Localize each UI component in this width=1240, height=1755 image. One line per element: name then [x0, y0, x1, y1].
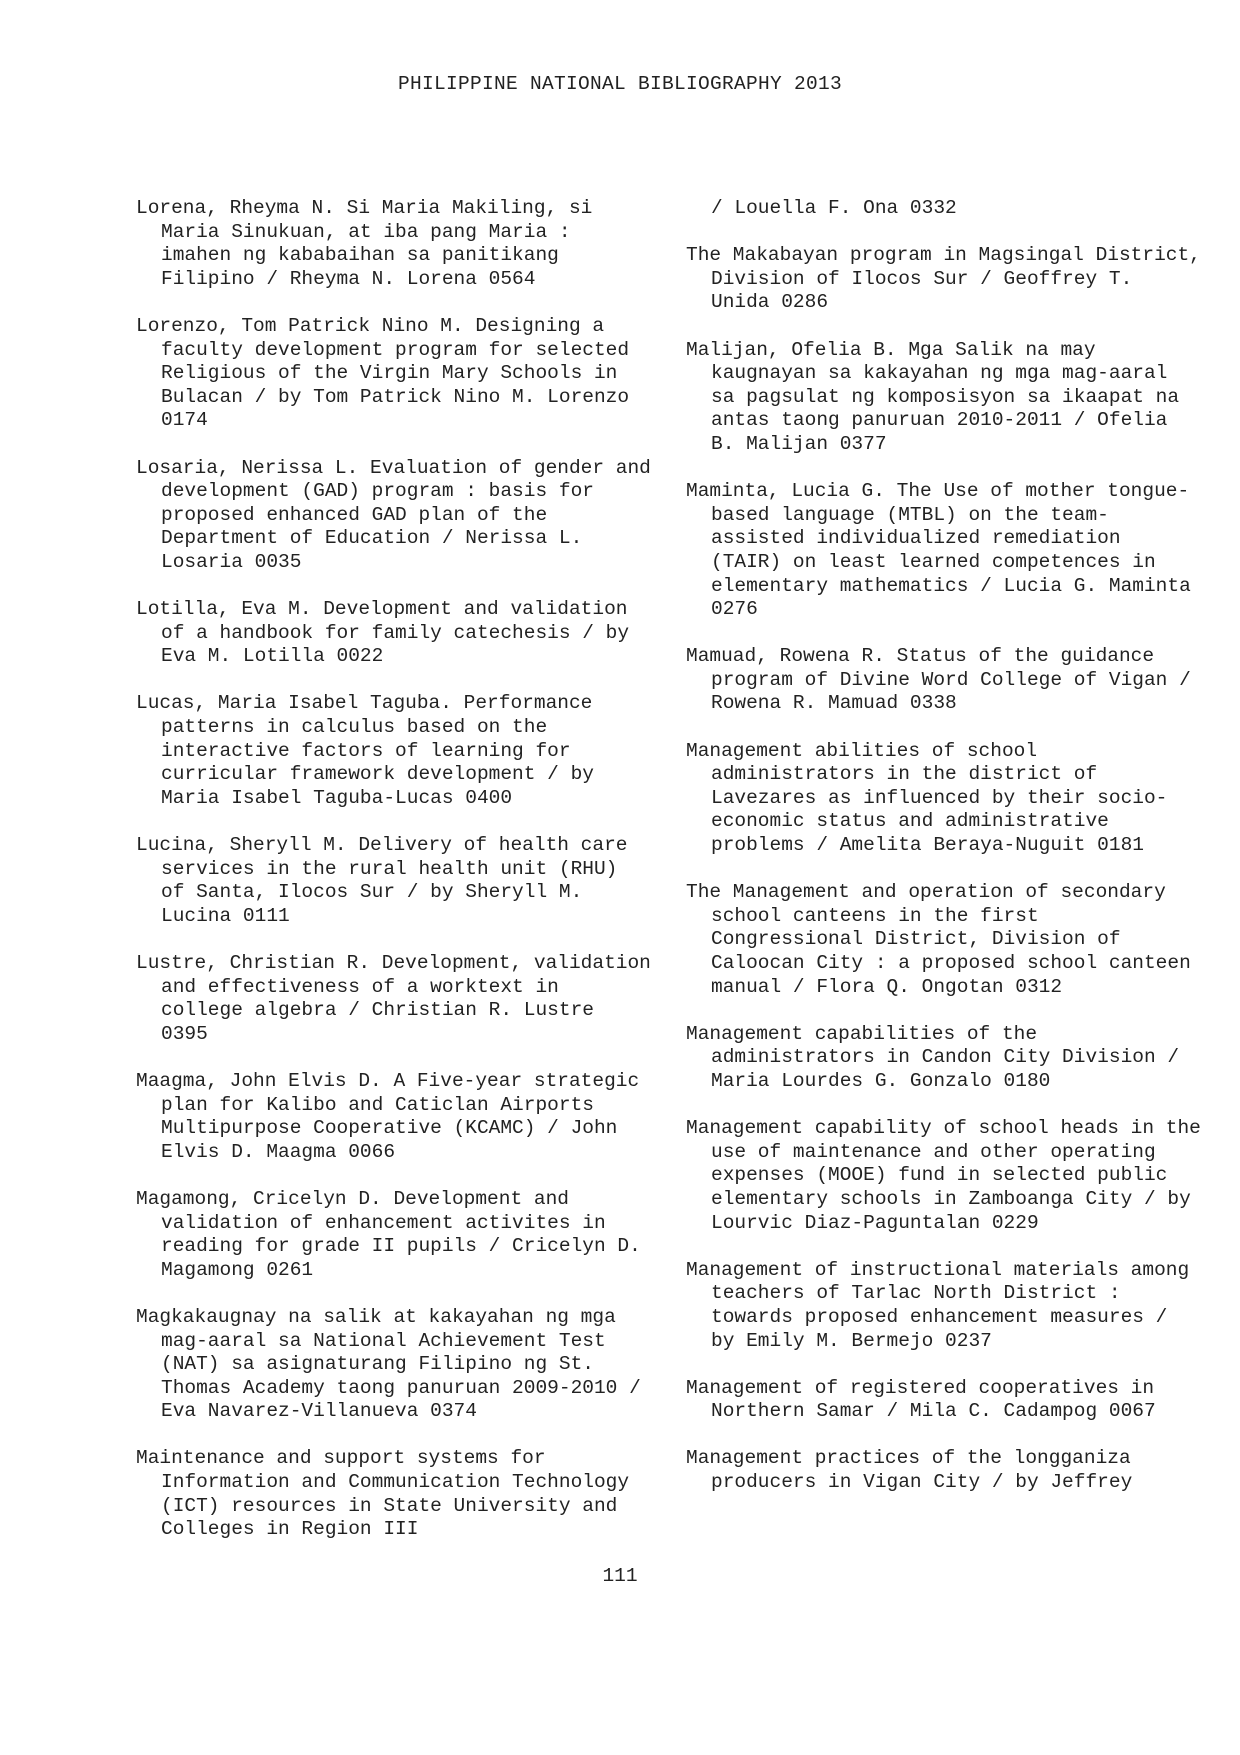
bibliography-entry: Losaria, Nerissa L. Evaluation of gender and development (GAD) program : basis for proposed enhanced GAD plan of the Department of Education / Nerissa L. Losaria 0035 [136, 456, 663, 573]
bibliography-entry: Lucina, Sheryll M. Delivery of health care services in the rural health unit (RHU) of Santa, Ilocos Sur / by Sheryll M. Lucina 0111 [136, 834, 640, 927]
page-number: 111 [602, 1565, 638, 1587]
bibliography-entry: Magamong, Cricelyn D. Development and validation of enhancement activites in reading for grade II pupils / Cricelyn D. Magamong 0261 [136, 1187, 653, 1281]
bibliography-entry: Lotilla, Eva M. Development and validation of a handbook for family catechesis / by Eva M. Lotilla 0022 [136, 598, 641, 668]
bibliography-entry: Management practices of the longganiza producers in Vigan City / by Jeffrey [686, 1447, 1143, 1494]
bibliography-entry: The Management and operation of secondary school canteens in the first Congressional District, Division of Caloocan City : a proposed school canteen manual / Flora Q. Ongotan 0312 [686, 881, 1203, 998]
bibliography-entry: Management of instructional materials among teachers of Tarlac North District : towards proposed enhancement measures / by Emily M. Bermejo 0237 [686, 1258, 1201, 1352]
bibliography-entry: Magkakaugnay na salik at kakayahan ng mga mag-aaral sa National Achievement Test (NAT) sa asignaturang Filipino ng St. Thomas Academy taong panuruan 2009-2010 / Eva Navarez-Villanueva 0374 [136, 1305, 653, 1423]
bibliography-entry: The Makabayan program in Magsingal District, Division of Ilocos Sur / Geoffrey T. Unida 0286 [686, 244, 1213, 314]
bibliography-entry: Management of registered cooperatives in Northern Samar / Mila C. Cadampog 0067 [686, 1376, 1166, 1423]
bibliography-entry-continuation: / Louella F. Ona 0332 [711, 197, 957, 219]
bibliography-entry: Lorenzo, Tom Patrick Nino M. Designing a faculty development program for selected Religious of the Virgin Mary Schools in Bulacan / by Tom Patrick Nino M. Lorenzo 0174 [136, 314, 641, 432]
bibliography-entry: Lucas, Maria Isabel Taguba. Performance patterns in calculus based on the interactive factors of learning for curricular framework development / by Maria Isabel Taguba-Lucas 0400 [136, 692, 606, 809]
left-column [136, 197, 663, 1565]
bibliography-entry: Maagma, John Elvis D. A Five-year strategic plan for Kalibo and Caticlan Airports Multipurpose Cooperative (KCAMC) / John Elvis D. Maagma 0066 [136, 1069, 651, 1163]
bibliography-entry: Malijan, Ofelia B. Mga Salik na may kaugnayan sa kakayahan ng mga mag-aaral sa pagsulat ng komposisyon sa ikaapat na antas taong panuruan 2010-2011 / Ofelia B. Malijan 0377 [686, 338, 1191, 455]
bibliography-entry: Maminta, Lucia G. The Use of mother tongue-based language (MTBL) on the team-assisted individualized remediation (TAIR) on least learned competences in elementary mathematics / Lucia G. Maminta 0276 [686, 480, 1203, 621]
bibliography-entry: Maintenance and support systems for Information and Communication Technology (ICT) resources in State University and Colleges in Region III [136, 1447, 641, 1541]
running-head: PHILIPPINE NATIONAL BIBLIOGRAPHY 2013 [397, 73, 843, 95]
bibliography-entry: Lorena, Rheyma N. Si Maria Makiling, si Maria Sinukuan, at iba pang Maria : imahen ng kababaihan sa panitikang Filipino / Rheyma N. Lorena 0564 [136, 197, 605, 290]
bibliography-entry: Management capabilities of the administrators in Candon City Division / Maria Lourdes G. Gonzalo 0180 [686, 1022, 1191, 1092]
right-column [686, 197, 1213, 1518]
bibliography-entry: Lustre, Christian R. Development, validation and effectiveness of a worktext in college algebra / Christian R. Lustre 0395 [136, 952, 663, 1045]
bibliography-entry: Management capability of school heads in the use of maintenance and other operating expenses (MOOE) fund in selected public elementary schools in Zamboanga City / by Lourvic Diaz-Paguntalan 0229 [686, 1117, 1213, 1234]
bibliography-entry: Management abilities of school administrators in the district of Lavezares as influenced by their socio-economic status and administrative problems / Amelita Beraya-Nuguit 0181 [686, 739, 1168, 857]
bibliography-entry: Mamuad, Rowena R. Status of the guidance program of Divine Word College of Vigan / Rowena R. Mamuad 0338 [686, 645, 1203, 715]
